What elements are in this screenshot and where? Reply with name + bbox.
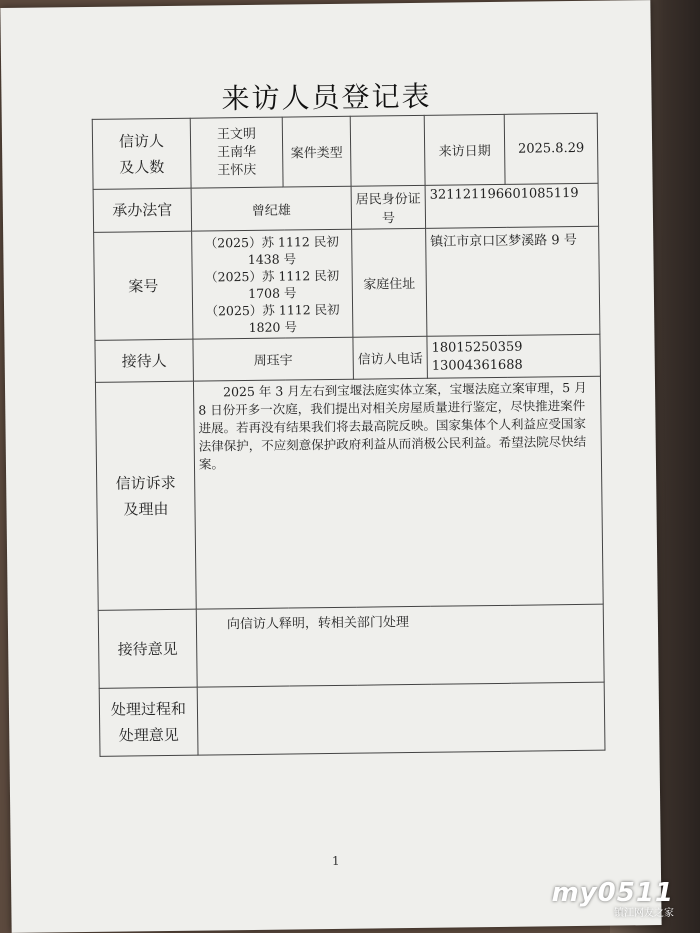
case-numbers-cell — [192, 229, 353, 339]
reason-label-cell — [95, 381, 196, 610]
process-text — [197, 682, 605, 755]
row-reason — [95, 376, 603, 610]
visitor-name: 王南华 — [217, 144, 257, 160]
phone-values — [427, 334, 601, 378]
case-number-line: （2025）苏 1112 民初 — [205, 301, 340, 319]
case-number-line: （2025）苏 1112 民初 — [204, 233, 339, 251]
row-receiver — [95, 334, 600, 382]
row-case-number — [94, 226, 600, 340]
visit-date-value: 2025.8.29 — [504, 113, 598, 184]
id-label: 居民身份证号 — [351, 185, 426, 229]
page-number: 1 — [331, 853, 340, 869]
visitor-label-cell — [92, 118, 191, 189]
row-opinion — [98, 604, 604, 688]
visit-date-label: 来访日期 — [424, 114, 505, 185]
case-type-label: 案件类型 — [282, 116, 351, 187]
visitor-names-cell — [190, 117, 283, 188]
visitor-name: 王怀庆 — [217, 162, 257, 178]
case-number-line: （2025）苏 1112 民初 — [205, 267, 340, 285]
site-watermark — [552, 878, 674, 919]
visitor-label-line2: 及人数 — [119, 157, 165, 177]
case-number-line: 1438 号 — [247, 250, 297, 267]
process-label-line1: 处理过程和 — [110, 699, 187, 719]
judge-value: 曾纪雄 — [191, 186, 352, 231]
process-label-line2: 处理意见 — [118, 725, 179, 745]
address-value: 镇江市京口区梦溪路 9 号 — [426, 226, 600, 336]
row-judge — [93, 183, 598, 232]
process-label-cell — [99, 687, 198, 756]
row-visitor — [92, 113, 598, 189]
reason-label-line2: 及理由 — [123, 499, 169, 519]
case-number-line: 1820 号 — [248, 318, 298, 335]
opinion-text: 向信访人释明，转相关部门处理 — [196, 604, 604, 687]
phone-label: 信访人电话 — [353, 336, 428, 379]
row-process — [99, 682, 605, 756]
watermark-logo: my0511 — [551, 878, 674, 908]
visitor-label-line1: 信访人 — [118, 131, 165, 151]
address-label: 家庭住址 — [352, 228, 427, 337]
visitor-name: 王文明 — [216, 126, 257, 142]
phone-number: 13004361688 — [431, 357, 523, 374]
case-type-value — [350, 115, 425, 186]
opinion-label: 接待意见 — [98, 609, 197, 688]
judge-label: 承办法官 — [93, 188, 192, 232]
receiver-value: 周珏宇 — [193, 337, 354, 381]
reason-text: 2025 年 3 月左右到宝堰法庭实体立案，宝堰法庭立案审理，5 月 8 日份开多一次庭，我们提出对相关房屋质量进行鉴定，尽快推进案件进展。若再没有结果我们将去最高院反映。国家集体个人利益应受国家法律保护，不应刻意保护政府利益从而消极公民利益。希望法院尽快结案。 — [193, 376, 603, 609]
watermark-subtitle: 镇江网友之家 — [614, 908, 674, 919]
form-title: 来访人员登记表 — [221, 79, 432, 116]
id-value: 321121196601085119 — [425, 183, 599, 228]
phone-number: 18015250359 — [431, 339, 523, 356]
receiver-label: 接待人 — [95, 339, 194, 382]
case-number-line: 1708 号 — [248, 284, 297, 301]
reason-label-line1: 信访诉求 — [115, 473, 176, 493]
registration-form — [92, 113, 606, 757]
case-no-label: 案号 — [94, 231, 193, 340]
